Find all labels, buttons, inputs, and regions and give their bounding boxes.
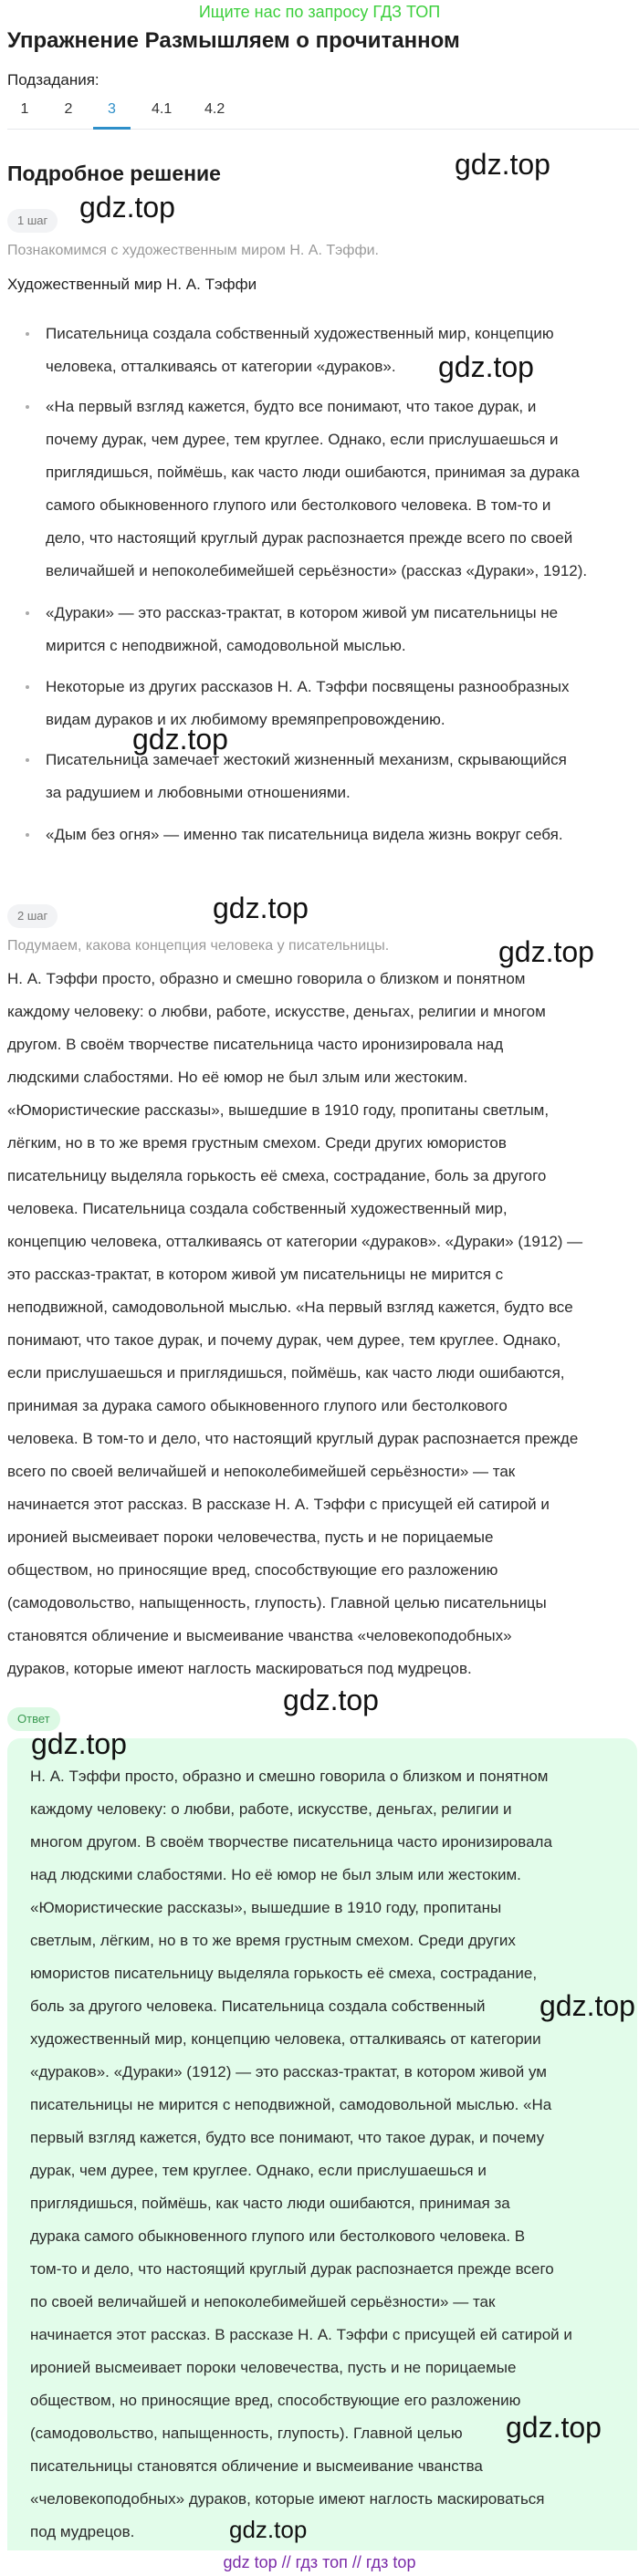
text-line: обществом, но приносящие вред, способствующие его разложению <box>7 1561 498 1579</box>
tab-2[interactable]: 2 <box>64 101 73 117</box>
watermark: gdz.top <box>506 2411 602 2444</box>
text-line: почему дурак, чем дурее, тем круглее. Однако, если прислушаешься и <box>46 431 559 448</box>
text-line: том-то и дело, что настоящий круглый дурак распознается прежде всего <box>30 2260 554 2278</box>
text-line: иронией высмеивает пороки человечества, пусть и не порицаемые <box>7 1528 494 1546</box>
text-line: «человекоподобных» дураков, которые имеют наглость маскироваться <box>30 2490 545 2508</box>
text-line: светлым, лёгким, но в то же время грустным смехом. Среди других <box>30 1932 516 1949</box>
step-2-hint: Подумаем, какова концепция человека у писательницы. <box>7 938 390 954</box>
text-line: дело, что настоящий круглый дурак распознается прежде всего по своей <box>46 529 573 547</box>
text-line: каждому человеку: о любви, работе, искусстве, деньгах, религии и <box>30 1800 512 1818</box>
step-2-text <box>7 963 582 1685</box>
step-1-badge: 1 шаг <box>7 209 58 233</box>
text-line: писательницы не мирится с неподвижной, самодовольной мыслью. «На <box>30 2096 552 2113</box>
watermark: gdz.top <box>229 2516 308 2543</box>
text-line: концепцию человека, отталкиваясь от категории «дураков». «Дураки» (1912) — <box>7 1233 583 1250</box>
text-line: под мудрецов. <box>30 2523 135 2540</box>
text-line: становятся обличение и высмеивание чванства «человекоподобных» <box>7 1627 512 1644</box>
text-line: начинается этот рассказ. В рассказе Н. А. Тэффи с присущей ей сатирой и <box>7 1496 550 1513</box>
text-line: самого обыкновенного глупого или бестолкового человека. В том-то и <box>46 496 551 514</box>
answer-badge: Ответ <box>7 1707 60 1731</box>
text-line: людскими слабостями. Но её юмор не был злым или жестоким. <box>7 1069 468 1086</box>
bullet-dot-icon <box>26 685 29 689</box>
bullet-dot-icon <box>26 405 29 409</box>
text-line: человека. В том-то и дело, что настоящий круглый дурак распознается прежде <box>7 1430 579 1447</box>
watermark: gdz.top <box>79 191 175 224</box>
text-line: Н. А. Тэффи просто, образно и смешно говорила о близком и понятном <box>7 970 526 987</box>
step-1-heading: Художественный мир Н. А. Тэффи <box>7 276 257 293</box>
text-line: Некоторые из других рассказов Н. А. Тэффи посвящены разнообразных <box>46 678 570 695</box>
answer-text <box>30 1760 572 2549</box>
text-line: Н. А. Тэффи просто, образно и смешно говорила о близком и понятном <box>30 1768 549 1785</box>
text-line: «Юмористические рассказы», вышедшие в 1910 году, пропитаны <box>30 1899 502 1916</box>
text-line: первый взгляд кажется, будто все понимают, что такое дурак, и почему <box>30 2129 545 2146</box>
tab-1[interactable]: 1 <box>20 101 29 117</box>
text-line: «дураков». «Дураки» (1912) — это рассказ-трактат, в котором живой ум <box>30 2063 547 2081</box>
bullet-dot-icon <box>26 758 29 762</box>
text-line: начинается этот рассказ. В рассказе Н. А. Тэффи с присущей ей сатирой и <box>30 2326 572 2343</box>
text-line: (самодовольство, напыщенность, глупость). Главной целью писательницы <box>7 1594 547 1611</box>
text-line: «Дым без огня» — именно так писательница видела жизнь вокруг себя. <box>46 826 563 843</box>
bullet-dot-icon <box>26 611 29 615</box>
watermark: gdz.top <box>132 723 228 756</box>
text-line: писательницу выделяла горькость её смеха, сострадание, боль за другого <box>7 1167 547 1184</box>
text-line: многом другом. В своём творчестве писательница часто иронизировала <box>30 1833 552 1851</box>
tab-4-1[interactable]: 4.1 <box>152 101 173 117</box>
page-title: Упражнение Размышляем о прочитанном <box>7 28 460 53</box>
text-line: приглядишься, поймёшь, как часто люди ошибаются, принимая за дурака <box>46 464 580 481</box>
text-line: если прислушаешься и приглядишься, поймёшь, как часто люди ошибаются, <box>7 1364 565 1382</box>
solution-heading: Подробное решение <box>7 162 221 185</box>
watermark: gdz.top <box>455 148 550 181</box>
subtasks-label: Подзадания: <box>7 71 100 89</box>
subtask-tabs <box>7 97 639 130</box>
text-line: дурака самого обыкновенного глупого или бестолкового человека. В <box>30 2227 526 2245</box>
text-line: Писательница создала собственный художественный мир, концепцию <box>46 325 554 342</box>
step-1-hint: Познакомимся с художественным миром Н. А. Тэффи. <box>7 243 379 258</box>
footer-links[interactable]: gdz top // гдз топ // гдз top <box>223 2553 416 2571</box>
text-line: «На первый взгляд кажется, будто все понимают, что такое дурак, и <box>46 398 537 415</box>
text-line: «Юмористические рассказы», вышедшие в 1910 году, пропитаны светлым, <box>7 1101 550 1119</box>
text-line: человека. Писательница создала собственный художественный мир, <box>7 1200 508 1217</box>
bullet-dot-icon <box>26 833 29 837</box>
text-line: мирится с неподвижной, самодовольной мыслью. <box>46 637 406 654</box>
text-line: за радушием и любовными отношениями. <box>46 784 351 801</box>
text-line: над людскими слабостями. Но её юмор не был злым или жестоким. <box>30 1866 521 1883</box>
text-line: дурак, чем дурее, тем круглее. Однако, если прислушаешься и <box>30 2162 487 2179</box>
text-line: обществом, но приносящие вред, способствующие его разложению <box>30 2392 521 2409</box>
text-line: писательницы становятся обличение и высмеивание чванства <box>30 2457 483 2475</box>
text-line: иронией высмеивает пороки человечества, пусть и не порицаемые <box>30 2359 517 2376</box>
text-line: видам дураков и их любимому времяпрепровождению. <box>46 711 445 728</box>
text-line: Писательница замечает жестокий жизненный механизм, скрывающийся <box>46 751 567 768</box>
text-line: принимая за дурака самого обыкновенного глупого или бестолкового <box>7 1397 508 1414</box>
text-line: это рассказ-трактат, в котором живой ум писательницы не мирится с <box>7 1266 504 1283</box>
text-line: каждому человеку: о любви, работе, искусстве, деньгах, религии и многом <box>7 1003 546 1020</box>
text-line: художественный мир, концепцию человека, отталкиваясь от категории <box>30 2030 541 2048</box>
text-line: боль за другого человека. Писательница создала собственный <box>30 1997 486 2015</box>
watermark: gdz.top <box>438 350 534 383</box>
text-line: лёгким, но в то же время грустным смехом. Среди других юмористов <box>7 1134 507 1152</box>
text-line: неподвижной, самодовольной мыслью. «На первый взгляд кажется, будто все <box>7 1298 573 1316</box>
text-line: по своей величайшей и непоколебимейшей серьёзности» — так <box>30 2293 496 2310</box>
text-line: всего по своей величайшей и непоколебимейшей серьёзности» — так <box>7 1463 516 1480</box>
text-line: (самодовольство, напыщенность, глупость). Главной целью <box>30 2425 463 2442</box>
text-line: дураков, которые имеют наглость маскироваться под мудрецов. <box>7 1660 472 1677</box>
tab-4-2[interactable]: 4.2 <box>204 101 225 117</box>
text-line: величайшей и непоколебимейшей серьёзности» (рассказ «Дураки», 1912). <box>46 562 588 579</box>
step-2-badge: 2 шаг <box>7 904 58 928</box>
text-line: юмористов писательницу выделяла горькость её смеха, сострадание, <box>30 1965 538 1982</box>
text-line: приглядишься, поймёшь, как часто люди ошибаются, принимая за <box>30 2195 510 2212</box>
text-line: другом. В своём творчестве писательница часто иронизировала над <box>7 1036 504 1053</box>
search-banner: Ищите нас по запросу ГДЗ ТОП <box>198 3 441 21</box>
text-line: понимают, что такое дурак, и почему дурак, чем дурее, тем круглее. Однако, <box>7 1331 561 1349</box>
watermark: gdz.top <box>283 1684 379 1716</box>
text-line: человека, отталкиваясь от категории «дураков». <box>46 358 396 375</box>
watermark: gdz.top <box>31 1727 127 1760</box>
text-line: «Дураки» — это рассказ-трактат, в котором живой ум писательницы не <box>46 604 559 621</box>
tab-3[interactable]: 3 <box>93 97 131 130</box>
watermark: gdz.top <box>498 935 594 968</box>
watermark: gdz.top <box>539 1989 635 2022</box>
watermark: gdz.top <box>213 892 309 924</box>
bullet-dot-icon <box>26 332 29 336</box>
